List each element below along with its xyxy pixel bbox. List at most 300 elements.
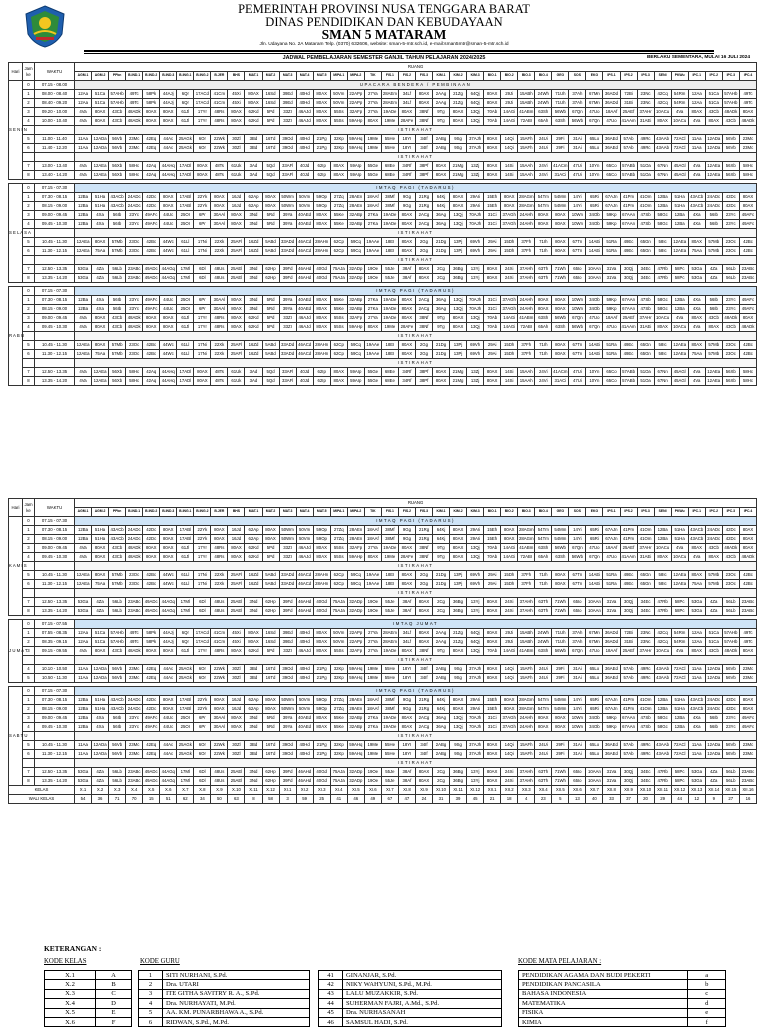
schedule-cell: 65Lo — [586, 741, 603, 750]
schedule-cell: 12Aa — [688, 638, 705, 647]
schedule-cell: 61Ll — [177, 571, 194, 580]
schedule-cell: 80AX — [160, 108, 177, 117]
schedule-cell: 13Qj — [450, 305, 467, 314]
schedule-cell: 10AAn — [586, 598, 603, 607]
schedule-cell: 31Ai — [569, 741, 586, 750]
schedule-cell: 17Ni — [194, 238, 211, 247]
schedule-cell: 10ACu — [671, 553, 688, 562]
schedule-cell: 15Eh — [484, 526, 501, 535]
schedule-cell: 43ACb — [109, 193, 126, 202]
room-header: IPS.2 — [620, 508, 637, 517]
room-header: IPS.1 — [603, 508, 620, 517]
schedule-cell: 12Ba — [671, 220, 688, 229]
time-cell: 07.15 - 08.00 — [35, 81, 75, 90]
room-header: PKWu — [671, 72, 688, 81]
schedule-cell: 57AHb — [722, 638, 739, 647]
schedule-cell: 44Uc — [160, 723, 177, 732]
schedule-cell: 15AFh — [518, 144, 535, 153]
waktu-header: WAKTU — [35, 499, 75, 517]
schedule-cell: 37Ah — [569, 99, 586, 108]
schedule-cell: 23Nc — [637, 99, 654, 108]
schedule-cell: 21Pg — [313, 674, 330, 683]
schedule-cell: 28AHn — [313, 350, 330, 359]
band-row — [9, 153, 757, 162]
time-cell: 09.45 - 10.30 — [35, 553, 75, 562]
schedule-cell: 72ACl — [671, 144, 688, 153]
schedule-cell: 21Rg — [415, 696, 432, 705]
schedule-cell: 48Us — [211, 265, 228, 274]
schedule-cell: 50Vm — [296, 705, 313, 714]
schedule-cell: 30AAl — [211, 723, 228, 732]
lesson-row — [9, 674, 757, 683]
schedule-cell: 36Ag — [432, 296, 449, 305]
schedule-cell: 65Ah — [535, 323, 552, 332]
schedule-cell: 10Yn — [586, 377, 603, 386]
schedule-cell: 46AJd — [296, 108, 313, 117]
kode-guru-code: 42 — [319, 980, 343, 989]
schedule-cell: 50Wm — [279, 202, 296, 211]
schedule-cell: 12Aa — [75, 90, 92, 99]
room-header: MAT.4 — [296, 508, 313, 517]
room-header: MIPA.1 — [330, 72, 347, 81]
time-cell: 10.00 - 10.40 — [35, 117, 75, 126]
time-cell: 08.00 - 08.40 — [35, 90, 75, 99]
schedule-cell: 25AEl — [228, 607, 245, 616]
schedule-cell: 23Oc — [126, 247, 143, 256]
schedule-cell: 37AJh — [467, 144, 484, 153]
schedule-cell: 25AFl — [228, 571, 245, 580]
schedule-cell: 4Va — [75, 368, 92, 377]
schedule-cell: 56Vb — [109, 750, 126, 759]
jam-cell: 0 — [23, 517, 35, 526]
schedule-cell: 23Mc — [126, 665, 143, 674]
schedule-cell: 25AEl — [228, 274, 245, 283]
schedule-cell: 29Ai — [484, 247, 501, 256]
schedule-cell: 19Me — [364, 674, 381, 683]
schedule-cell: 70AJh — [467, 220, 484, 229]
kode-guru-code: 43 — [319, 989, 343, 998]
schedule-cell: 75AJa — [330, 607, 347, 616]
schedule-cell: 62Ap — [245, 535, 262, 544]
schedule-cell: 67AJn — [603, 696, 620, 705]
schedule-cell: 57AHb — [109, 90, 126, 99]
schedule-cell: 48ADk — [722, 544, 739, 553]
schedule-cell: 19AAe — [364, 341, 381, 350]
schedule-cell: 41Om — [637, 193, 654, 202]
jam-cell — [23, 153, 35, 162]
schedule-cell: 23Mc — [126, 135, 143, 144]
kelas-label: KELAS — [9, 786, 75, 795]
schedule-cell: 41Pm — [620, 705, 637, 714]
schedule-cell: 24AHh — [518, 220, 535, 229]
schedule-cell: 67AAn — [620, 723, 637, 732]
schedule-cell: 72ABI — [518, 553, 535, 562]
schedule-cell: 15Eh — [484, 535, 501, 544]
schedule-cell: 27Zq — [330, 535, 347, 544]
jam-cell: 8 — [23, 777, 35, 786]
schedule-cell: 43Cb — [109, 553, 126, 562]
schedule-cell: 56Ib — [705, 220, 722, 229]
schedule-cell: 37AHr — [637, 544, 654, 553]
schedule-cell: 80AX — [160, 647, 177, 656]
schedule-cell: 80AX — [484, 629, 501, 638]
schedule-cell: 42Eq — [143, 135, 160, 144]
schedule-cell: 43ACb — [688, 526, 705, 535]
schedule-cell: 22Yk — [194, 696, 211, 705]
schedule-cell: 24Vi — [535, 368, 552, 377]
kode-guru-value: Dra. UTARI — [163, 980, 310, 989]
kelas-cell: XII.14 — [705, 786, 722, 795]
schedule-cell: 10AAn — [586, 265, 603, 274]
schedule-cell: 30Zl — [228, 665, 245, 674]
schedule-cell: 5ABd — [262, 580, 279, 589]
schedule-cell: 24Xi — [501, 265, 518, 274]
schedule-cell: 6Or — [194, 674, 211, 683]
schedule-cell: 51Ca — [92, 638, 109, 647]
schedule-cell: 80AX — [228, 108, 245, 117]
schedule-cell: 71Wh — [552, 598, 569, 607]
schedule-cell: 51Ra — [603, 580, 620, 589]
schedule-cell: 67Qn — [586, 553, 603, 562]
schedule-cell: 56Xb — [109, 171, 126, 180]
schedule-cell: 71Ih — [535, 571, 552, 580]
schedule-cell: 55Ke — [330, 211, 347, 220]
room-header: BIO.3 — [518, 72, 535, 81]
schedule-cell: 12AEa — [705, 162, 722, 171]
schedule-cell: 25AEl — [228, 777, 245, 786]
schedule-cell: 65Ri — [586, 193, 603, 202]
schedule-cell: 4Va — [75, 108, 92, 117]
schedule-cell: 55He — [381, 665, 398, 674]
schedule-cell: 14Si — [501, 171, 518, 180]
kelas-cell: X.4 — [126, 786, 143, 795]
schedule-cell: 17Ml — [177, 274, 194, 283]
schedule-cell: 44Uc — [160, 305, 177, 314]
schedule-cell: 30Qj — [620, 777, 637, 786]
schedule-cell: 29AIi — [467, 526, 484, 535]
schedule-cell: 80AX — [92, 553, 109, 562]
schedule-cell: 48Us — [211, 768, 228, 777]
schedule-cell: 18YI — [398, 144, 415, 153]
lesson-row — [9, 341, 757, 350]
wali-cell: 59 — [296, 795, 313, 804]
schedule-cell: 43Cb — [109, 108, 126, 117]
schedule-cell: 53Ga — [688, 777, 705, 786]
schedule-cell: 25AGk — [177, 665, 194, 674]
schedule-cell: 56Xb — [109, 377, 126, 386]
time-cell: 11.30 - 12.15 — [35, 580, 75, 589]
schedule-cell: 19ADe — [381, 714, 398, 723]
schedule-cell: 2Cg — [432, 777, 449, 786]
schedule-cell: 67AAn — [620, 211, 637, 220]
schedule-cell: 3Nd — [245, 607, 262, 616]
schedule-cell: 56Wb — [569, 323, 586, 332]
schedule-cell: 3Nd — [245, 598, 262, 607]
schedule-cell: 56Wb — [569, 553, 586, 562]
schedule-cell: 17ABl — [177, 705, 194, 714]
schedule-cell: 59AIp — [347, 368, 364, 377]
schedule-cell: 4Xa — [92, 211, 109, 220]
schedule-cell: 3Nd — [245, 265, 262, 274]
schedule-cell: 44Wc — [160, 350, 177, 359]
schedule-cell: 3Bd — [245, 665, 262, 674]
schedule-cell: 14Yi — [569, 535, 586, 544]
schedule-cell: 75Aa — [688, 350, 705, 359]
schedule-cell: 13Pj — [450, 247, 467, 256]
schedule-cell: 71Uh — [552, 629, 569, 638]
room-header: KIM.3 — [467, 508, 484, 517]
kelas-cell: XII.12 — [671, 786, 688, 795]
schedule-cell: 10ACu — [671, 117, 688, 126]
schedule-cell: 53Ga — [75, 265, 92, 274]
schedule-cell: 55Je — [381, 607, 398, 616]
schedule-cell: 33ZI — [279, 553, 296, 562]
schedule-cell: 67Qn — [569, 108, 586, 117]
schedule-cell: 62Cp — [330, 341, 347, 350]
jam-cell: 8 — [23, 377, 35, 386]
schedule-cell: 37AJh — [467, 741, 484, 750]
schedule-cell: 27Ya — [364, 629, 381, 638]
time-cell — [35, 656, 75, 665]
schedule-cell: 37Ah — [569, 629, 586, 638]
schedule-cell: 48ADk — [126, 647, 143, 656]
jam-cell: 4 — [23, 553, 35, 562]
schedule-cell: 24Ui — [535, 674, 552, 683]
schedule-cell: 56Ib — [109, 211, 126, 220]
schedule-cell: 12AEa — [671, 238, 688, 247]
schedule-cell: 19AAe — [364, 247, 381, 256]
schedule-cell: 80AX — [211, 193, 228, 202]
schedule-cell: 38Mf — [381, 696, 398, 705]
schedule-cell: 19Oe — [364, 274, 381, 283]
kode-guru-value: SAMSUL HADI, S.Pd. — [343, 1017, 502, 1026]
schedule-cell: 14AGi — [501, 117, 518, 126]
schedule-cell: 31AEi — [637, 117, 654, 126]
schedule-cell: 57AHb — [722, 90, 739, 99]
schedule-cell: 51Ca — [705, 638, 722, 647]
wali-cell: 29 — [654, 795, 671, 804]
schedule-cell: 54Tm — [535, 193, 552, 202]
schedule-cell: 24AHh — [518, 296, 535, 305]
schedule-cell: 21Rg — [415, 526, 432, 535]
schedule-cell: 43Cb — [109, 117, 126, 126]
schedule-cell: 62Kd — [245, 544, 262, 553]
time-cell: 11.40 - 12.20 — [35, 144, 75, 153]
time-cell — [35, 332, 75, 341]
schedule-cell: 37AGh — [501, 220, 518, 229]
schedule-cell: 10Wn — [569, 305, 586, 314]
schedule-cell: 22Xk — [211, 580, 228, 589]
kelas-cell: XII.2 — [501, 786, 518, 795]
schedule-cell: 80AX — [484, 171, 501, 180]
schedule-cell: 62Kd — [245, 323, 262, 332]
jam-cell: 8 — [23, 607, 35, 616]
schedule-cell: 32Kp — [330, 674, 347, 683]
schedule-cell: 59Kp — [603, 723, 620, 732]
schedule-cell: 23Mc — [126, 144, 143, 153]
schedule-cell: 13Qj — [450, 220, 467, 229]
schedule-cell: 5ABd — [262, 247, 279, 256]
schedule-cell: 3Nd — [245, 211, 262, 220]
schedule-cell: 80AX — [415, 777, 432, 786]
schedule-cell: 31Va — [603, 598, 620, 607]
band-row — [9, 332, 757, 341]
schedule-cell: 11Aa — [75, 144, 92, 153]
schedule-cell: 75AJa — [330, 768, 347, 777]
schedule-cell: 14Si — [501, 368, 518, 377]
kelas-cell: X.11 — [245, 786, 262, 795]
schedule-cell: 80AX — [313, 99, 330, 108]
schedule-cell: 12Ba — [671, 723, 688, 732]
schedule-cell: 28AHn — [313, 247, 330, 256]
schedule-cell: 23Yc — [126, 305, 143, 314]
kode-kelas-code: X.2 — [45, 980, 96, 989]
kode-guru-code: 6 — [139, 1017, 163, 1026]
schedule-cell: 59Op — [313, 526, 330, 535]
schedule-cell: 40Gd — [313, 274, 330, 283]
schedule-cell: 19Me — [381, 553, 398, 562]
schedule-cell: 24Xi — [501, 777, 518, 786]
schedule-cell: 43AAb — [654, 674, 671, 683]
room-header: BIO.3 — [518, 508, 535, 517]
schedule-cell: 65Io — [569, 607, 586, 616]
schedule-cell: 21Pg — [313, 665, 330, 674]
schedule-cell: 16Zd — [245, 571, 262, 580]
schedule-cell: 80AX — [739, 705, 756, 714]
schedule-cell: 62Ip — [313, 377, 330, 386]
schedule-cell: 56Ib — [109, 305, 126, 314]
schedule-cell: 32ABp — [347, 714, 364, 723]
schedule-cell: 23ABc — [739, 777, 756, 786]
lesson-row — [9, 377, 757, 386]
schedule-cell: 22Xk — [211, 571, 228, 580]
time-cell: 07.15 - 07.55 — [35, 620, 75, 629]
schedule-cell: 29Fi — [552, 741, 569, 750]
schedule-cell: 80AX — [313, 647, 330, 656]
schedule-cell: 16Jd — [228, 193, 245, 202]
schedule-cell: 67Mn — [586, 99, 603, 108]
schedule-cell: 58Gc — [654, 211, 671, 220]
schedule-cell: 49AFc — [739, 220, 756, 229]
schedule-cell: 80AX — [143, 553, 160, 562]
schedule-cell: 23Oc — [126, 571, 143, 580]
time-cell: 10.50 - 11.30 — [35, 674, 75, 683]
schedule-cell: 80AX — [484, 99, 501, 108]
schedule-cell: 18YI — [398, 674, 415, 683]
schedule-cell: 67Tn — [569, 580, 586, 589]
room-header: IPC.1 — [688, 72, 705, 81]
schedule-cell: 36Bg — [450, 607, 467, 616]
schedule-cell: 46AJd — [296, 544, 313, 553]
schedule-cell: 56Lb — [109, 274, 126, 283]
schedule-cell: 17ACd — [194, 99, 211, 108]
schedule-cell: 39Od — [279, 665, 296, 674]
schedule-cell: 2Cg — [432, 274, 449, 283]
kelas-cell: XII.5 — [552, 786, 569, 795]
schedule-cell: 69Vh — [467, 571, 484, 580]
schedule-cell: 6Or — [194, 665, 211, 674]
wali-cell: 15 — [143, 795, 160, 804]
room-header: IPC.1 — [688, 508, 705, 517]
schedule-cell: 65Co — [603, 377, 620, 386]
schedule-cell: 2Gg — [415, 580, 432, 589]
wali-cell: 54 — [75, 795, 92, 804]
schedule-cell: 2Gg — [415, 238, 432, 247]
schedule-cell: 53Ga — [688, 274, 705, 283]
schedule-cell: 50Wm — [279, 535, 296, 544]
schedule-cell: 24Ui — [535, 144, 552, 153]
schedule-cell: 28AGm — [518, 526, 535, 535]
schedule-cell: 13Zj — [467, 162, 484, 171]
schedule-cell: 51Ha — [671, 705, 688, 714]
schedule-cell: 15AFh — [518, 750, 535, 759]
jam-cell: 7 — [23, 368, 35, 377]
schedule-cell: 34Ec — [637, 274, 654, 283]
schedule-cell: 49Rc — [637, 665, 654, 674]
schedule-cell: 65Co — [603, 368, 620, 377]
schedule-cell: 32Kp — [330, 750, 347, 759]
schedule-cell: 57Ab — [620, 674, 637, 683]
schedule-cell: 65Io — [569, 274, 586, 283]
schedule-cell: 12Ba — [654, 535, 671, 544]
schedule-cell: 72ABI — [518, 117, 535, 126]
schedule-cell: 28AGm — [518, 535, 535, 544]
schedule-cell: 23Yc — [722, 296, 739, 305]
schedule-cell: 31Ci — [484, 723, 501, 732]
schedule-cell: 36Ag — [432, 723, 449, 732]
schedule-cell: 65Ri — [586, 705, 603, 714]
time-cell: 09.00 - 09.45 — [35, 544, 75, 553]
schedule-cell: 5Rd — [262, 296, 279, 305]
schedule-cell: 39Fd — [279, 265, 296, 274]
schedule-cell: 70AJh — [467, 305, 484, 314]
schedule-cell: 65Io — [569, 777, 586, 786]
schedule-cell: 12AEa — [75, 350, 92, 359]
schedule-cell: 65Co — [603, 162, 620, 171]
schedule-cell: 25AFl — [228, 247, 245, 256]
schedule-cell: 25OI — [177, 714, 194, 723]
schedule-cell: 34Ob — [586, 211, 603, 220]
lesson-row — [9, 296, 757, 305]
schedule-cell: 4Va — [671, 544, 688, 553]
schedule-cell: 70Ab — [484, 647, 501, 656]
schedule-table-2 — [8, 498, 757, 804]
schedule-cell: 21Rg — [415, 535, 432, 544]
schedule-cell: 9Sg — [450, 750, 467, 759]
schedule-cell: 38Pf — [415, 368, 432, 377]
schedule-cell: 56Lb — [109, 607, 126, 616]
schedule-cell: 61Jl — [177, 544, 194, 553]
schedule-cell: 31Ci — [484, 305, 501, 314]
schedule-cell: 16Zd — [245, 580, 262, 589]
kode-mapel-code: KIMIA — [519, 1017, 688, 1026]
schedule-cell: 57Mb — [109, 571, 126, 580]
schedule-cell: 28AEm — [381, 638, 398, 647]
schedule-cell: 48ADk — [722, 647, 739, 656]
schedule-cell: 67Qn — [569, 647, 586, 656]
schedule-cell: 12ADa — [705, 144, 722, 153]
schedule-cell: 61Ll — [177, 238, 194, 247]
schedule-cell: 46AHd — [296, 607, 313, 616]
schedule-cell: 62Hp — [262, 274, 279, 283]
kode-guru-row — [139, 1017, 310, 1026]
schedule-cell: 11Aa — [688, 144, 705, 153]
band-label: UPACARA BENDERA / PEMBINAAN — [75, 81, 757, 90]
kelas-cell: XII.15 — [722, 786, 739, 795]
schedule-cell: 40Hd — [296, 638, 313, 647]
schedule-cell: 28AHn — [313, 580, 330, 589]
schedule-cell: 80AX — [160, 526, 177, 535]
